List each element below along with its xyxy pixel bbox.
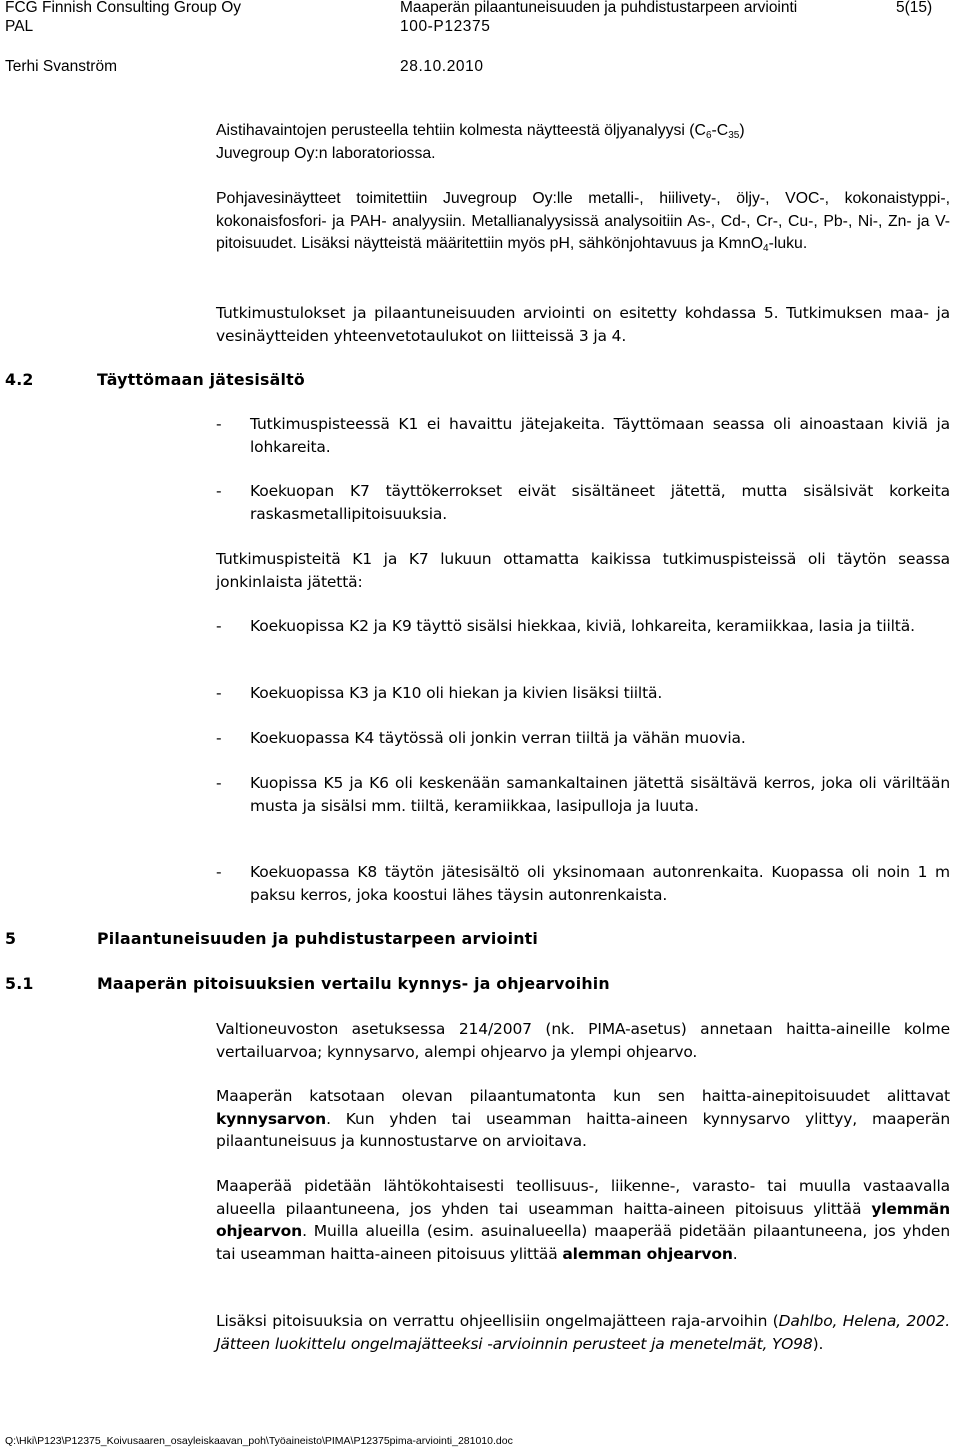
list-item-text: Koekuopissa K3 ja K10 oli hiekan ja kivien lisäksi tiiltä. [250,684,663,702]
p1-text-a: Aistihavaintojen perusteella tehtiin kolmesta näytteestä öljyanalyysi (C [216,122,706,139]
list-dash: - [216,774,222,792]
heading-4-2 [5,370,305,390]
list-dash: - [216,415,222,433]
p6-text-a: Maaperän katsotaan olevan pilaantumatonta kun sen haitta-ainepitoisuudet alittavat [216,1087,950,1105]
header-page-number: 5(15) [896,0,933,16]
list-item [216,861,950,906]
heading-4-2-title: Täyttömaan jätesisältö [97,370,305,389]
header-date: 28.10.2010 [400,58,484,75]
p1-sub-35: 35 [728,130,740,141]
list-item-text: Tutkimuspisteessä K1 ei havaittu jätejakeita. Täyttömaan seassa oli ainoastaan kiviä ja lohkareita. [250,415,950,456]
header-author: Terhi Svanström [5,58,117,75]
p6-text-c: . Kun yhden tai useamman haitta-aineen kynnysarvo ylittyy, maaperän pilaantuneisuus ja kunnostustarve on arvioitava. [216,1109,950,1150]
p7-text-e: . [732,1244,738,1263]
footer-file-path: Q:\Hki\P123\P12375_Koivusaaren_osayleiskaavan_poh\Työaineisto\PIMA\P12375pima-arviointi_281010.doc [5,1435,513,1447]
p2-text-c: -luku. [768,235,808,252]
heading-5-1-number: 5.1 [5,974,34,993]
header-company: FCG Finnish Consulting Group Oy [5,0,242,16]
p7-bold-lower-guideline: alemman ohjearvon [562,1244,733,1263]
list-item [216,480,950,525]
p6-bold-threshold: kynnysarvon [216,1109,327,1128]
heading-5-1-title: Maaperän pitoisuuksien vertailu kynnys- ja ohjearvoihin [97,974,610,993]
list-dash: - [216,729,222,747]
heading-5 [5,929,538,949]
p1-text-b: ) [739,122,745,139]
header-department: PAL [5,18,34,35]
p7-bold-upper-guideline: ylemmän ohjearvon [216,1199,950,1240]
heading-5-title: Pilaantuneisuuden ja puhdistustarpeen arviointi [97,929,539,948]
paragraph-hazardous-waste-limits [216,1310,950,1355]
list-item-text: Koekuopissa K2 ja K9 täyttö sisälsi hiekkaa, kiviä, lohkareita, keramiikkaa, lasia ja tiiltä. [250,617,915,635]
list-dash: - [216,863,222,881]
list-item-text: Koekuopassa K8 täytön jätesisältö oli yksinomaan autonrenkaita. Kuopassa oli noin 1 m paksu kerros, joka koostui lähes täysin autonrenkaista. [250,863,950,904]
p8-italic-reference: Dahlbo, Helena, 2002. Jätteen luokittelu ongelmajätteeksi -arvioinnin perusteet ja menetelmät, YO98 [216,1312,950,1353]
list-dash: - [216,482,222,500]
paragraph-results-reference: Tutkimustulokset ja pilaantuneisuuden arviointi on esitetty kohdassa 5. Tutkimuksen maa- ja vesinäytteiden yhteenvetotaulukot on liitteissä 3 ja 4. [216,304,950,345]
heading-5-number: 5 [5,929,17,948]
p1-text-mid: -C [711,122,729,139]
list-item [216,615,950,638]
list-item-text: Kuopissa K5 ja K6 oli keskenään samankaltainen jätettä sisältävä kerros, joka oli väriltään musta ja sisälsi mm. tiiltä, keramiikkaa, lasipulloja ja luuta. [250,774,950,815]
list-item [216,772,950,817]
list-item [216,682,950,705]
p1-text-c: Juvegroup Oy:n laboratoriossa. [216,144,436,162]
list-item-text: Koekuopan K7 täyttökerrokset eivät sisältäneet jätettä, mutta sisälsivät korkeita raskasmetallipitoisuuksia. [250,482,950,523]
p1-sub-6: 6 [705,130,712,141]
paragraph-guideline-values [216,1175,950,1265]
p2-sub-4: 4 [763,243,769,254]
p8-text-c: ). [812,1334,824,1353]
list-item-text: Koekuopassa K4 täytössä oli jonkin verran tiiltä ja vähän muovia. [250,729,746,747]
paragraph-waste-intro: Tutkimuspisteitä K1 ja K7 lukuun ottamatta kaikissa tutkimuspisteissä oli täytön seassa jonkinlaista jätettä: [216,550,950,591]
heading-4-2-number: 4.2 [5,370,34,389]
header-document-title: Maaperän pilaantuneisuuden ja puhdistustarpeen arviointi [400,0,798,16]
paragraph-groundwater-samples [216,188,950,256]
p2-text-a: Pohjavesinäytteet toimitettiin Juvegroup Oy:lle metalli-, hiilivety-, öljy-, VOC-, kokonaistyppi-, kokonaisfosfori- ja PAH- analyysiin. Metallianalyysissä analysoitiin As-, Cd-, Cr-, Cu-, Pb-, Ni-, Zn- ja V-pitoisuudet. [216,190,950,252]
list-dash: - [216,684,222,702]
p7-text-c: . Muilla alueilla (esim. asuinalueella) maaperää pidetään pilaantuneena, jos yhden tai useamman haitta-aineen pitoisuus ylittää [216,1222,950,1263]
list-dash: - [216,617,222,635]
p2-text-b: Lisäksi näytteistä määritettiin myös pH, sähkönjohtavuus ja KmnO [301,235,764,252]
heading-5-1 [5,974,610,994]
p8-text-a: Lisäksi pitoisuuksia on verrattu ohjeellisiin ongelmajätteen raja-arvoihin ( [216,1312,779,1330]
list-item [216,727,950,750]
header-project-number: 100-P12375 [400,18,491,35]
list-item [216,413,950,458]
paragraph-pima-decree: Valtioneuvoston asetuksessa 214/2007 (nk. PIMA-asetus) annetaan haitta-aineille kolme vertailuarvoa; kynnysarvo, alempi ohjearvo ja ylempi ohjearvo. [216,1020,950,1061]
paragraph-threshold [216,1085,950,1153]
paragraph-oil-analysis [216,120,950,165]
p7-text-a: Maaperää pidetään lähtökohtaisesti teollisuus-, liikenne-, varasto- tai muulla vastaavalla alueella pilaantuneena, jos yhden tai useamman haitta-aineen pitoisuus ylittää [216,1177,950,1218]
